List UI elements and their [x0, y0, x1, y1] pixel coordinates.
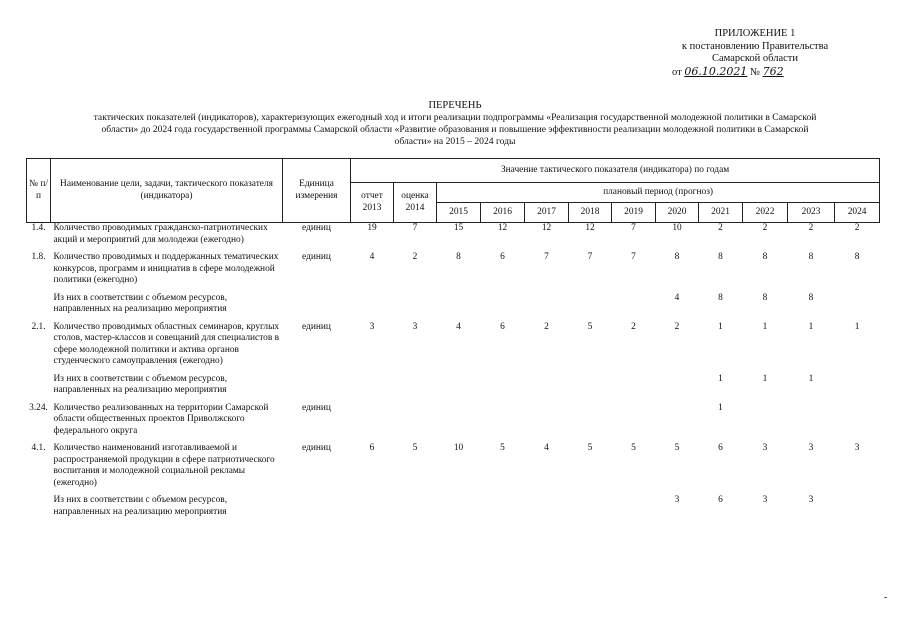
date-prefix: от: [672, 66, 682, 78]
appendix-title: ПРИЛОЖЕНИЕ 1: [714, 28, 796, 39]
header-values: Значение тактического показателя (индикатора) по годам: [351, 159, 880, 183]
value-cell: [569, 403, 612, 438]
value-cell: 3: [412, 321, 418, 332]
value-cell: 3: [762, 495, 768, 505]
value-cell: 5: [412, 443, 418, 453]
value-cell: [481, 403, 525, 438]
value-cell: 1: [762, 321, 768, 332]
value-cell: [835, 495, 880, 518]
header-year: 2016: [481, 203, 525, 223]
value-cell: 12: [541, 223, 552, 233]
indicator-name: Из них в соответствии с объемом ресурсов, направленных на реализацию мероприятия: [53, 495, 228, 517]
value-cell: 7: [412, 223, 418, 233]
value-cell: 5: [674, 443, 680, 453]
indicator-name: Количество реализованных на территории Самарской области общественных проектов Приволжского федерального округа: [53, 402, 269, 436]
value-cell: [788, 403, 835, 438]
value-cell: 1: [718, 402, 723, 413]
value-cell: [351, 495, 394, 518]
header-year: 2021: [699, 203, 743, 223]
row-number: 4.1.: [31, 443, 46, 453]
row-number: [27, 293, 51, 316]
unit-cell: [283, 293, 351, 316]
value-cell: [481, 495, 525, 518]
value-cell: [743, 403, 788, 438]
header-year: 2020: [656, 203, 699, 223]
value-cell: [481, 374, 525, 397]
row-number: 2.1.: [31, 321, 46, 332]
title-heading: ПЕРЕЧЕНЬ: [428, 100, 482, 111]
value-cell: 3: [854, 443, 860, 453]
value-cell: 8: [456, 252, 461, 262]
value-cell: [394, 495, 437, 518]
indicator-name: Количество наименований изготавливаемой и распространяемой продукции в сфере патриотического воспитания и молодежной социальной рекламы (ежегодно): [53, 443, 275, 488]
value-cell: 7: [587, 252, 593, 262]
value-cell: 1: [762, 373, 768, 384]
value-cell: [656, 374, 699, 397]
appendix-line2: к постановлению Правительства: [681, 40, 829, 52]
value-cell: 2: [412, 252, 418, 262]
value-cell: [437, 374, 481, 397]
value-cell: [525, 403, 569, 438]
value-cell: 7: [631, 223, 636, 233]
value-cell: 3: [808, 443, 814, 453]
value-cell: [612, 403, 656, 438]
value-cell: 2: [854, 223, 860, 233]
row-number: 1.4.: [31, 223, 46, 233]
value-cell: 8: [762, 292, 768, 303]
value-cell: [656, 403, 699, 438]
value-cell: 1: [718, 373, 723, 384]
value-cell: 6: [718, 495, 723, 505]
value-cell: [525, 495, 569, 518]
value-cell: 5: [587, 443, 593, 453]
appendix-line3: Самарской области: [712, 53, 798, 64]
indicator-name: Из них в соответствии с объемом ресурсов, направленных на реализацию мероприятия: [53, 373, 228, 395]
value-cell: 8: [762, 252, 768, 262]
header-report-2013: отчет 2013: [351, 183, 394, 223]
table-row: [27, 322, 880, 368]
value-cell: 1: [718, 321, 723, 332]
unit-cell: единиц: [302, 443, 331, 453]
table-row: [27, 293, 880, 316]
value-cell: 3: [762, 443, 768, 453]
row-number: [27, 495, 51, 518]
document-title: [40, 100, 870, 148]
value-cell: [351, 374, 394, 397]
value-cell: [351, 403, 394, 438]
header-year: 2022: [743, 203, 788, 223]
value-cell: 8: [674, 252, 680, 262]
table-row: [27, 252, 880, 287]
value-cell: [394, 293, 437, 316]
value-cell: 3: [369, 321, 375, 332]
header-year: 2018: [569, 203, 612, 223]
indicator-name: Из них в соответствии с объемом ресурсов, направленных на реализацию мероприятия: [53, 292, 228, 314]
value-cell: [525, 374, 569, 397]
value-cell: [394, 403, 437, 438]
unit-cell: единиц: [302, 252, 331, 262]
value-cell: 7: [544, 252, 549, 262]
value-cell: 1: [808, 373, 814, 384]
title-line-2: области» до 2024 года государственной программы Самарской области «Развитие образования и повышение эффективности реализации молодежной политики в Самарской: [101, 124, 809, 135]
value-cell: 4: [544, 443, 549, 453]
header-year: 2023: [788, 203, 835, 223]
value-cell: [569, 293, 612, 316]
value-cell: 10: [453, 443, 464, 453]
value-cell: [569, 374, 612, 397]
value-cell: [437, 293, 481, 316]
row-number: [27, 374, 51, 397]
value-cell: 1: [808, 321, 814, 332]
value-cell: [835, 293, 880, 316]
value-cell: 2: [808, 223, 814, 233]
header-year: 2015: [437, 203, 481, 223]
indicator-name: Количество проводимых гражданско-патриотических акций и мероприятий для молодежи (ежегодно): [53, 223, 268, 245]
value-cell: [612, 495, 656, 518]
header-year: 2017: [525, 203, 569, 223]
value-cell: [569, 495, 612, 518]
value-cell: [835, 374, 880, 397]
value-cell: [525, 293, 569, 316]
header-plan: плановый период (прогноз): [437, 183, 880, 203]
value-cell: 7: [631, 252, 636, 262]
value-cell: 2: [674, 321, 680, 332]
header-name: Наименование цели, задачи, тактического показателя (индикатора): [51, 159, 283, 223]
number-prefix: №: [749, 66, 760, 78]
value-cell: 15: [453, 223, 464, 233]
value-cell: 12: [497, 223, 508, 233]
value-cell: 5: [587, 321, 593, 332]
value-cell: 4: [456, 321, 461, 332]
footer-mark: -: [884, 592, 888, 603]
value-cell: [394, 374, 437, 397]
value-cell: 8: [808, 292, 814, 303]
table-row: [27, 443, 880, 489]
value-cell: 6: [369, 443, 375, 453]
value-cell: 5: [500, 443, 505, 453]
unit-cell: единиц: [302, 402, 331, 413]
value-cell: [481, 293, 525, 316]
row-number: 3.24.: [29, 402, 48, 413]
value-cell: 3: [808, 495, 814, 505]
table-row: [27, 495, 880, 518]
value-cell: [437, 495, 481, 518]
header-estimate-2014: оценка 2014: [394, 183, 437, 223]
indicator-name: Количество проводимых областных семинаров, круглых столов, мастер-классов и совещаний для специалистов в сфере молодежной политики и актива органов студенческого самоуправления (ежегодно): [53, 321, 280, 366]
header-num: № п/п: [27, 159, 51, 223]
value-cell: 8: [808, 252, 814, 262]
value-cell: 10: [672, 223, 682, 233]
unit-cell: единиц: [302, 223, 331, 233]
title-line-3: области» на 2015 – 2024 годы: [394, 136, 516, 147]
value-cell: 8: [718, 292, 723, 303]
value-cell: 5: [631, 443, 636, 453]
indicator-name: Количество проводимых и поддержанных тематических конкурсов, программ и инициатив в сфере молодежной политики (ежегодно): [53, 252, 279, 285]
value-cell: 8: [854, 252, 860, 262]
value-cell: 2: [762, 223, 768, 233]
value-cell: 2: [718, 223, 723, 233]
unit-cell: единиц: [302, 321, 331, 332]
value-cell: 4: [369, 252, 375, 262]
value-cell: 2: [544, 321, 549, 332]
handwritten-number: 762: [762, 64, 784, 78]
value-cell: 3: [674, 495, 680, 505]
indicators-table: [26, 158, 880, 524]
header-unit: Единица измерения: [283, 159, 351, 223]
table-row: [27, 403, 880, 438]
value-cell: 6: [500, 321, 505, 332]
value-cell: [612, 293, 656, 316]
handwritten-date: 06.10.2021: [684, 64, 748, 78]
value-cell: [835, 403, 880, 438]
appendix-date-line: [640, 66, 870, 80]
value-cell: 6: [500, 252, 505, 262]
unit-cell: [283, 374, 351, 397]
unit-cell: [283, 495, 351, 518]
value-cell: 19: [367, 223, 377, 233]
value-cell: 12: [585, 223, 595, 233]
value-cell: 1: [854, 321, 860, 332]
header-year: 2024: [835, 203, 880, 223]
row-spacer-cell: [27, 518, 880, 524]
table-row: [27, 374, 880, 397]
title-line-1: тактических показателей (индикаторов), характеризующих ежегодный ход и итоги реализации подпрограммы «Реализация государственной молодежной политики в Самарской: [93, 112, 817, 123]
value-cell: [351, 293, 394, 316]
value-cell: 2: [631, 321, 636, 332]
value-cell: 4: [674, 292, 680, 303]
row-spacer: [27, 518, 880, 524]
header-year: 2019: [612, 203, 656, 223]
row-number: 1.8.: [31, 252, 46, 262]
value-cell: [612, 374, 656, 397]
value-cell: [437, 403, 481, 438]
table-row: [27, 223, 880, 247]
value-cell: 8: [718, 252, 723, 262]
value-cell: 6: [718, 443, 723, 453]
appendix-header: [640, 28, 870, 79]
